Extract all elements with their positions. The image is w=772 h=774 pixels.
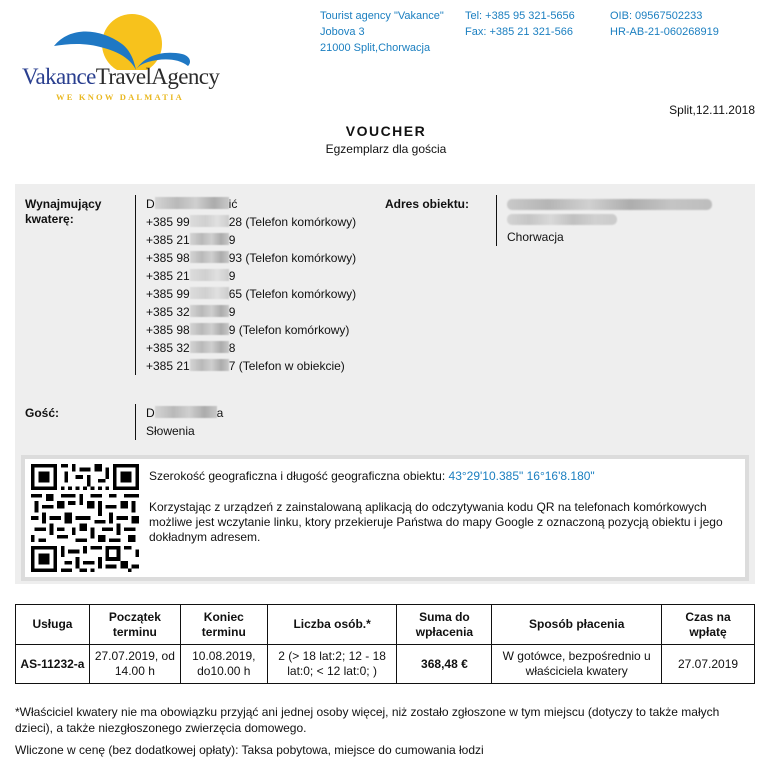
col-start: Początek terminu	[89, 605, 180, 645]
agency-fax: Fax: +385 21 321-566	[465, 26, 573, 38]
agency-tel: Tel: +385 95 321-5656	[465, 10, 575, 22]
col-service: Usługa	[16, 605, 90, 645]
landlord-name: D ić	[146, 197, 238, 211]
amount-due: 368,48 €	[397, 645, 492, 684]
agency-registration	[610, 8, 719, 40]
landlord-phone: +385 21 7 (Telefon w obiekcie)	[146, 359, 345, 373]
redacted-address-line	[507, 214, 617, 225]
redacted-text	[190, 287, 229, 299]
landlord-phone: +385 21 9	[146, 269, 236, 283]
table-header-row	[16, 605, 755, 645]
redacted-text	[190, 233, 229, 245]
col-payment-method: Sposób płacenia	[492, 605, 662, 645]
agency-name: Tourist agency "Vakance"	[320, 10, 444, 22]
redacted-text	[190, 215, 229, 227]
redacted-text	[190, 323, 229, 335]
col-end: Koniec terminu	[180, 605, 267, 645]
voucher-subtitle: Egzemplarz dla gościa	[325, 142, 447, 156]
qr-info-text	[149, 469, 731, 545]
qr-description: Korzystając z urządzeń z zainstalowaną aplikacją do odczytywania kodu QR na telefonach komórkowych możliwe jest wczytanie linku, ktory przekieruje Państwa do mapy Google z oznaczoną pozycją obiektu i jego dokładnym adresem.	[149, 500, 723, 544]
coordinates-value: 43°29'10.385" 16°16'8.180"	[448, 469, 595, 483]
redacted-text	[190, 251, 229, 263]
landlord-label: Wynajmujący kwaterę:	[25, 197, 102, 226]
landlord-phone: +385 32 8	[146, 341, 236, 355]
end-date: 10.08.2019, do10.00 h	[180, 645, 267, 684]
landlord-phone: +385 98 9 (Telefon komórkowy)	[146, 323, 350, 337]
guest-label: Gość:	[25, 406, 60, 420]
landlord-phone: +385 98 93 (Telefon komórkowy)	[146, 251, 357, 265]
voucher-title: VOUCHER	[345, 123, 427, 139]
agency-logo	[22, 8, 222, 100]
guest-country: Słowenia	[146, 424, 195, 438]
logo-wordmark: VakanceTravelAgency	[22, 64, 220, 89]
persons-count: 2 (> 18 lat:2; 12 - 18 lat:0; < 12 lat:0; )	[267, 645, 397, 684]
payment-due-date: 27.07.2019	[662, 645, 755, 684]
landlord-details	[135, 195, 356, 375]
redacted-text	[190, 269, 229, 281]
start-date: 27.07.2019, od 14.00 h	[89, 645, 180, 684]
property-address-label: Adres obiektu:	[385, 197, 470, 211]
col-persons: Liczba osób.*	[267, 605, 397, 645]
voucher-date: Split,12.11.2018	[669, 103, 755, 117]
landlord-phone: +385 99 28 (Telefon komórkowy)	[146, 215, 357, 229]
property-address	[496, 195, 706, 246]
agency-contact	[465, 8, 575, 40]
table-row	[16, 645, 755, 684]
agency-city: 21000 Split,Chorwacja	[320, 42, 431, 54]
landlord-phone: +385 99 65 (Telefon komórkowy)	[146, 287, 357, 301]
service-table	[15, 604, 755, 684]
guest-name: D a	[146, 406, 224, 420]
booking-info-panel	[15, 184, 755, 584]
service-code: AS-11232-a	[16, 645, 90, 684]
col-amount: Suma do wpłacenia	[397, 605, 492, 645]
property-country: Chorwacja	[507, 230, 564, 244]
coordinates-line: Szerokość geograficzna i długość geograficzna obiektu: 43°29'10.385" 16°16'8.180"	[149, 469, 595, 483]
redacted-address-line	[507, 199, 712, 210]
agency-oib: OIB: 09567502233	[610, 10, 703, 22]
redacted-text	[190, 305, 229, 317]
redacted-text	[155, 197, 229, 209]
redacted-text	[190, 359, 229, 371]
landlord-phone: +385 32 9	[146, 305, 236, 319]
agency-reg-number: HR-AB-21-060268919	[610, 26, 719, 38]
logo-tagline: WE KNOW DALMATIA	[56, 92, 184, 102]
redacted-text	[155, 406, 217, 418]
qr-code-icon[interactable]	[31, 464, 139, 572]
sun-wave-logo-icon	[52, 8, 192, 70]
guest-details	[135, 404, 223, 440]
location-qr-box	[21, 455, 749, 581]
landlord-phone: +385 21 9	[146, 233, 236, 247]
payment-method: W gotówce, bezpośrednio u właściciela kwatery	[492, 645, 662, 684]
agency-street: Jobova 3	[320, 26, 365, 38]
persons-footnote: *Właściciel kwatery nie ma obowiązku przyjąć ani jednej osoby więcej, niż zostało zgłoszone w tym miejscu (dotyczy to także małych dzieci), a także niezgłoszonego zwierzęcia domowego.	[15, 705, 720, 735]
agency-address	[320, 8, 444, 56]
included-in-price-note: Wliczone w cenę (bez dodatkowej opłaty): Taksa pobytowa, miejsce do cumowania łodzi	[15, 743, 484, 757]
redacted-text	[190, 341, 229, 353]
col-payment-due: Czas na wpłatę	[662, 605, 755, 645]
